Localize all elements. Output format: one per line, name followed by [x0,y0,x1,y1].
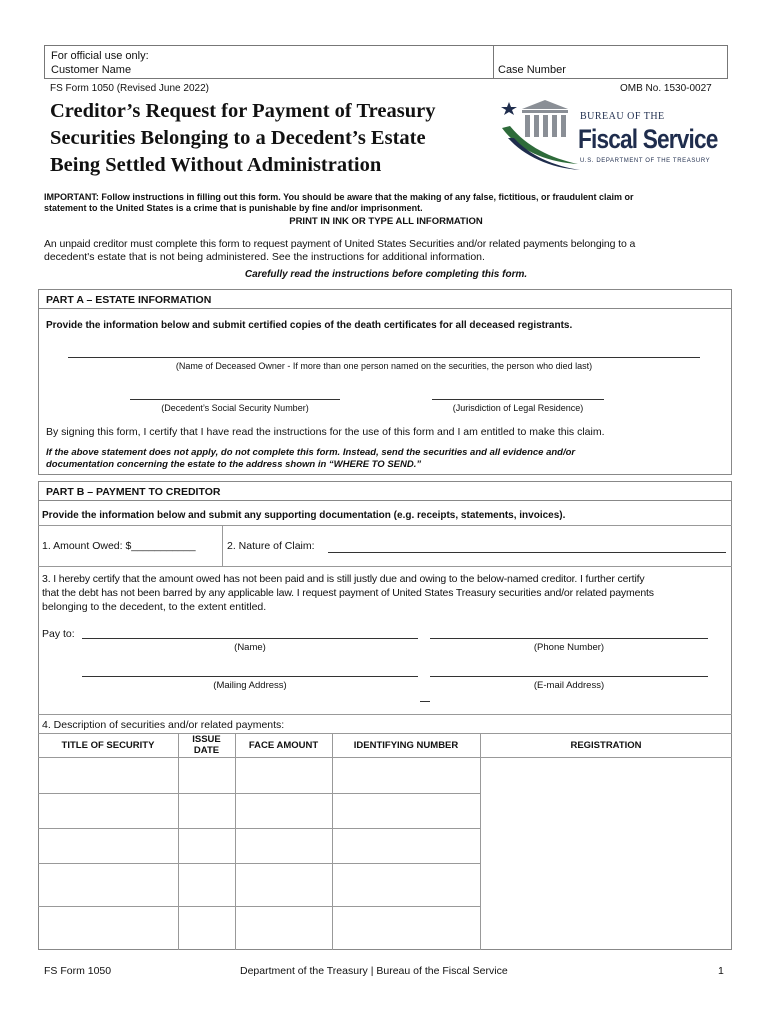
intro-text [44,238,734,264]
title-line-1: Creditor’s Request for Payment of Treasury [50,100,436,122]
amount-divider [222,526,223,566]
part-b-certify-line-3: belonging to the decedent, to the extent entitled. [42,601,267,613]
title-line-3: Being Settled Without Administration [50,154,382,176]
col-title-of-security: TITLE OF SECURITY [61,740,155,751]
jurisdiction-field[interactable] [432,399,604,400]
part-a-certify: By signing this form, I certify that I have read the instructions for the use of this form and I am entitled to make this claim. [46,426,605,438]
part-b-header: PART B – PAYMENT TO CREDITOR [46,486,221,498]
part-a-note-line-2: documentation concerning the estate to the address shown in “WHERE TO SEND.” [46,458,422,470]
part-b-rule-3 [38,714,732,715]
fiscal-service-logo [498,98,723,173]
title-line-2: Securities Belonging to a Decedent’s Estate [50,127,426,149]
payee-name-caption: (Name) [234,642,266,653]
registration-field[interactable] [481,758,731,949]
table-row[interactable] [39,829,480,863]
table-row[interactable] [39,864,480,906]
col-issue-label: ISSUE [192,734,221,745]
amount-owed-field[interactable]: 1. Amount Owed: $___________ [42,540,196,552]
part-b-header-rule [38,500,732,501]
part-a-header: PART A – ESTATE INFORMATION [46,294,212,306]
part-a-header-rule [38,308,732,309]
mailing-address-caption: (Mailing Address) [213,680,287,691]
email-tick [420,701,430,702]
email-caption: (E-mail Address) [533,680,605,691]
intro-line-1: An unpaid creditor must complete this form to request payment of United States Securities and/or related payments belonging to a [44,238,636,250]
col-date-label: DATE [193,745,220,756]
col-registration: REGISTRATION [570,740,642,751]
logo-dept: U.S. DEPARTMENT OF THE TREASURY [580,158,711,164]
mailing-address-field[interactable] [82,676,418,677]
table-row[interactable] [39,758,480,793]
footer-department: Department of the Treasury | Bureau of the Fiscal Service [240,965,508,977]
footer-page-number: 1 [718,965,724,977]
col-face-amount: FACE AMOUNT [248,740,319,751]
print-instruction: PRINT IN INK OR TYPE ALL INFORMATION [289,216,483,227]
deceased-name-caption: (Name of Deceased Owner - If more than one person named on the securities, the person who died last) [175,361,593,371]
part-a-note-line-1: If the above statement does not apply, do not complete this form. Instead, send the securities and all evidence and/or [46,447,576,458]
case-number-field[interactable]: Case Number [498,64,566,76]
table-row[interactable] [39,907,480,949]
part-a-note [46,447,730,470]
part-b-certify [42,572,732,614]
treasury-building-icon [498,98,588,173]
part-b-instruction: Provide the information below and submit any supporting documentation (e.g. receipts, statements, invoices). [42,510,566,521]
table-top-rule [38,733,732,734]
part-a-instruction: Provide the information below and submit certified copies of the death certificates for all deceased registrants. [46,320,573,331]
phone-field[interactable] [430,638,708,639]
col-issue-date [178,734,235,756]
email-field[interactable] [430,676,708,677]
page-title [50,98,435,179]
important-text [44,192,734,214]
nature-of-claim-label: 2. Nature of Claim: [227,540,315,552]
form-id: FS Form 1050 (Revised June 2022) [50,83,209,94]
logo-name: Fiscal Service [578,124,718,154]
official-use-divider [493,45,494,79]
omb-number: OMB No. 1530-0027 [620,83,712,94]
ssn-caption: (Decedent’s Social Security Number) [161,403,309,413]
part-b-rule-1 [38,525,732,526]
part-b-certify-line-2: that the debt has not been barred by any applicable law. I request payment of United States Treasury securities and/or related payments [42,587,654,599]
deceased-name-field[interactable] [68,357,700,358]
footer-form-id: FS Form 1050 [44,965,112,977]
part-b-rule-2 [38,566,732,567]
pay-to-label: Pay to: [42,628,75,640]
part-b-certify-line-1: 3. I hereby certify that the amount owed has not been paid and is still justly due and owing to the below-named creditor. I further certify [42,573,645,585]
description-label: 4. Description of securities and/or related payments: [42,719,285,731]
nature-of-claim-field[interactable] [328,552,726,553]
col-identifying-number: IDENTIFYING NUMBER [353,740,459,751]
intro-line-2: decedent's estate that is not being administered. See the instructions for additional information. [44,251,485,263]
customer-name-field[interactable]: Customer Name [51,64,132,76]
important-line-2: statement to the United States is a crime that is punishable by fine and/or imprisonment. [44,203,423,213]
important-line-1: IMPORTANT: Follow instructions in filling out this form. You should be aware that the making of any false, fictitious, or fraudulent claim or [44,192,634,202]
ssn-field[interactable] [130,399,340,400]
table-row[interactable] [39,794,480,828]
payee-name-field[interactable] [82,638,418,639]
phone-caption: (Phone Number) [533,642,605,653]
logo-bureau: BUREAU OF THE [580,111,665,122]
official-use-label: For official use only: [51,50,149,62]
careful-read: Carefully read the instructions before completing this form. [244,269,528,280]
jurisdiction-caption: (Jurisdiction of Legal Residence) [452,403,584,413]
